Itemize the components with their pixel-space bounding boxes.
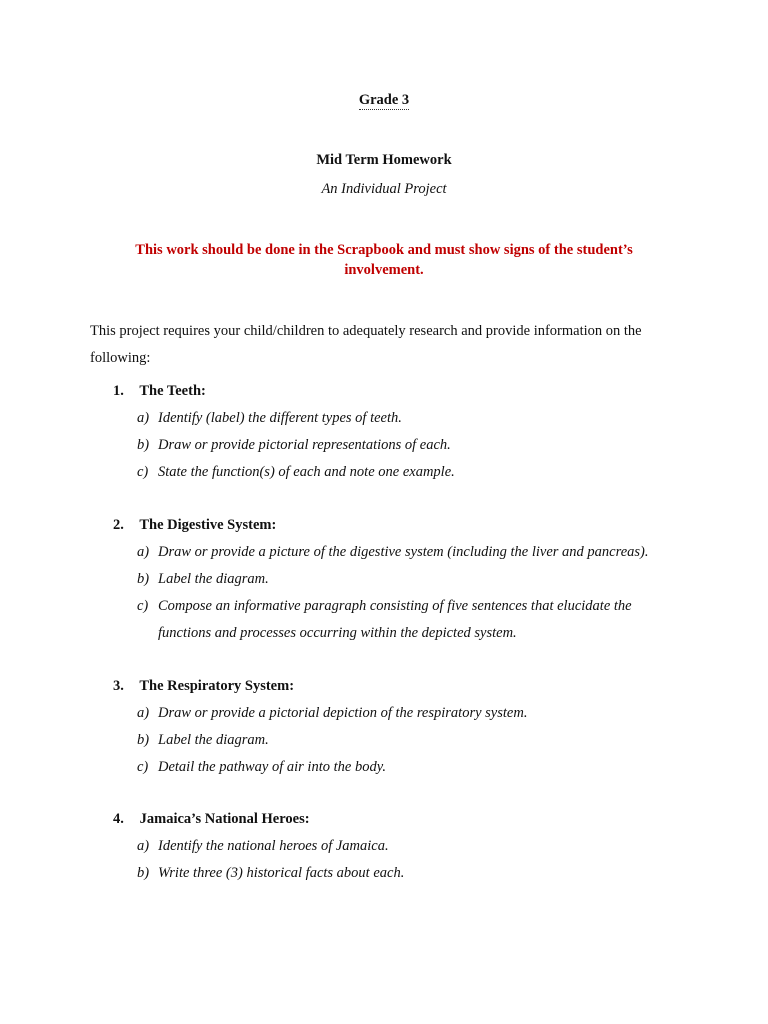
intro-line-1: This project requires your child/children to adequately research and provide information on the bbox=[90, 323, 642, 339]
list-item bbox=[113, 539, 693, 566]
item-text: Draw or provide a pictorial depiction of the respiratory system. bbox=[158, 705, 528, 721]
item-letter: c) bbox=[137, 759, 149, 775]
item-letter: a) bbox=[137, 410, 150, 426]
item-letter: b) bbox=[137, 437, 150, 453]
item-text: Compose an informative paragraph consisting of five sentences that elucidate the bbox=[158, 598, 632, 614]
item-letter: c) bbox=[137, 464, 149, 480]
item-text: Detail the pathway of air into the body. bbox=[158, 759, 386, 775]
list-item bbox=[113, 860, 693, 887]
list-item bbox=[113, 405, 693, 432]
section-national-heroes bbox=[113, 806, 693, 887]
section-number: 3. bbox=[113, 678, 124, 694]
grade-text: Grade 3 bbox=[358, 92, 410, 108]
item-letter: b) bbox=[137, 571, 150, 587]
list-item bbox=[113, 833, 693, 860]
section-digestive-system bbox=[113, 512, 693, 647]
list-item bbox=[113, 566, 693, 593]
item-text: Label the diagram. bbox=[158, 571, 269, 587]
section-teeth bbox=[113, 378, 693, 486]
item-letter: b) bbox=[137, 865, 150, 881]
list-item bbox=[113, 754, 693, 781]
grade-heading bbox=[0, 92, 768, 109]
list-item bbox=[113, 700, 693, 727]
page-subtitle: An Individual Project bbox=[321, 181, 447, 197]
item-text: State the function(s) of each and note one example. bbox=[158, 464, 455, 480]
item-text-continued: functions and processes occurring within the depicted system. bbox=[158, 625, 517, 641]
item-text: Write three (3) historical facts about each. bbox=[158, 865, 405, 881]
notice-line-1: This work should be done in the Scrapbook and must show signs of the student’s bbox=[135, 242, 633, 258]
notice-text bbox=[0, 240, 768, 280]
item-text: Identify the national heroes of Jamaica. bbox=[158, 838, 389, 854]
item-letter: c) bbox=[137, 598, 149, 614]
intro-line-2: following: bbox=[90, 350, 151, 366]
item-text: Draw or provide pictorial representations of each. bbox=[158, 437, 451, 453]
section-title: The Respiratory System: bbox=[139, 678, 295, 694]
section-title: The Digestive System: bbox=[139, 517, 277, 533]
section-heading bbox=[113, 378, 693, 405]
item-text: Draw or provide a picture of the digestive system (including the liver and pancreas). bbox=[158, 544, 649, 560]
section-number: 2. bbox=[113, 517, 124, 533]
section-number: 1. bbox=[113, 383, 124, 399]
item-letter: a) bbox=[137, 544, 150, 560]
item-text: Label the diagram. bbox=[158, 732, 269, 748]
list-item bbox=[113, 432, 693, 459]
item-letter: a) bbox=[137, 705, 150, 721]
section-respiratory-system bbox=[113, 673, 693, 781]
section-title: Jamaica’s National Heroes: bbox=[139, 811, 310, 827]
list-item bbox=[113, 593, 693, 647]
item-text: Identify (label) the different types of teeth. bbox=[158, 410, 402, 426]
section-number: 4. bbox=[113, 811, 124, 827]
notice-line-2: involvement. bbox=[344, 262, 424, 278]
section-heading bbox=[113, 806, 693, 833]
list-item bbox=[113, 459, 693, 486]
item-letter: a) bbox=[137, 838, 150, 854]
page-title: Mid Term Homework bbox=[316, 152, 452, 168]
section-title: The Teeth: bbox=[139, 383, 206, 399]
section-heading bbox=[113, 512, 693, 539]
item-letter: b) bbox=[137, 732, 150, 748]
list-item bbox=[113, 727, 693, 754]
intro-paragraph bbox=[90, 318, 690, 372]
section-heading bbox=[113, 673, 693, 700]
